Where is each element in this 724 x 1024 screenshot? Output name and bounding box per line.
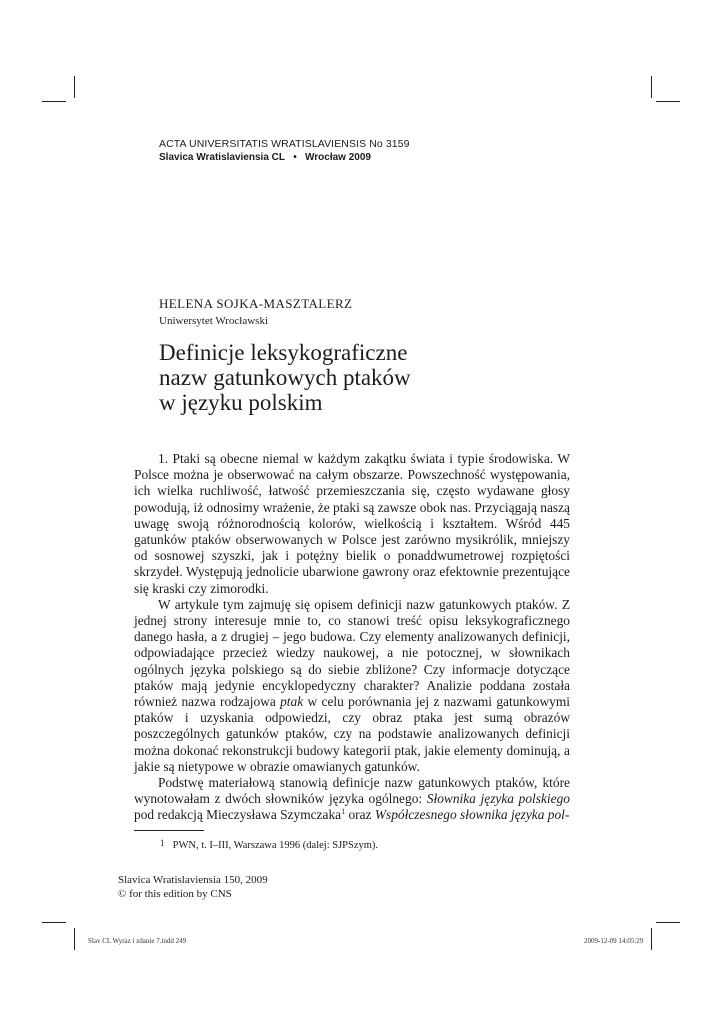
paragraph-3-text-a: Podstwę materiałową stanowią definicje nazw gatunkowych ptaków, które wynotowałam z dwóch słowników języka ogólnego:	[134, 775, 570, 807]
footnote-number: 1	[160, 838, 165, 848]
paragraph-3	[134, 775, 570, 824]
author-name: HELENA SOJKA-MASZTALERZ	[159, 296, 353, 311]
journal-series-line: ACTA UNIVERSITATIS WRATISLAVIENSIS No 3159	[159, 138, 410, 150]
imprint-line-1: Slavica Wratislaviensia 150, 2009	[118, 874, 268, 886]
header-separator: •	[293, 152, 297, 163]
paragraph-2-text-a: W artykule tym zajmuję się opisem definicji nazw gatunkowych ptaków. Z jednej strony interesuje mnie to, co stanowi treść opisu leksykograficznego danego hasła, a z drugiej – jego budowa. Czy elementy analizowanych definicji, odpowiadające przecież wiedzy naukowej, a nie potocznej, w słownikach ogólnych języka polskiego są do siebie zbliżone? Czy informacje dotyczące ptaków mają jedynie encyklopedyczny charakter? Analizie poddana została również nazwa rodzajowa	[134, 596, 570, 710]
author-affiliation: Uniwersytet Wrocławski	[159, 315, 269, 327]
crop-mark-top-right-vertical	[651, 76, 652, 98]
footnote	[160, 838, 378, 851]
paragraph-3-text-c: oraz	[345, 807, 375, 823]
paragraph-1	[134, 451, 570, 597]
article-body	[134, 451, 570, 824]
journal-series-name: Slavica Wratislaviensia CL	[159, 152, 285, 163]
crop-mark-top-right-horizontal	[656, 101, 680, 102]
title-line-2: nazw gatunkowych ptaków	[159, 365, 411, 390]
footnote-rule	[134, 830, 204, 831]
footnote-reference: 1	[341, 807, 346, 817]
paragraph-1-text: Ptaki są obecne niemal w każdym zakątku świata i typie środowiska. W Polsce można je obserwować na całym obszarze. Powszechność występowania, ich wielka ruchliwość, łatwość przemieszczania się, często wydawane głosy powodują, iż odnosimy wrażenie, że ptaki są zawsze obok nas. Przyciągają naszą uwagę swoją różnorodnością kolorów, wielkością i kształtem. Wśród 445 gatunków ptaków obserwowanych w Polsce jest zarówno mysikrólik, mniejszy od sosnowej szyszki, jak i potężny bielik o ponaddwumetrowej rozpiętości skrzydeł. Występują jednolicie ubarwione gawrony oraz efektownie prezentujące się kraski czy zimorodki.	[134, 451, 570, 596]
crop-mark-top-left-horizontal	[42, 101, 66, 102]
print-slug-file: Slav CL Wyraz i zdanie 7.indd 249	[88, 937, 187, 945]
paragraph-3-italic-b: Współczesnego słownika języka pol-	[374, 807, 570, 823]
crop-mark-bottom-right-vertical	[651, 928, 652, 950]
paragraph-3-italic-a: Słownika języka polskiego	[426, 791, 570, 807]
imprint	[118, 873, 268, 901]
journal-volume-line	[159, 152, 419, 163]
title-line-3: w języku polskim	[159, 390, 323, 415]
print-slug-timestamp: 2009-12-09 14:05:29	[584, 937, 644, 945]
title-line-1: Definicje leksykograficzne	[159, 340, 408, 365]
paragraph-3-text-b: pod redakcją Mieczysława Szymczaka	[134, 807, 342, 823]
crop-mark-bottom-left-horizontal	[42, 922, 66, 923]
crop-mark-bottom-left-vertical	[74, 928, 75, 950]
article-title	[159, 340, 579, 415]
section-number: 1.	[158, 451, 169, 466]
footnote-text: PWN, t. I–III, Warszawa 1996 (dalej: SJPSzym).	[172, 840, 379, 851]
journal-place-year: Wrocław 2009	[305, 152, 371, 163]
paragraph-2	[134, 597, 570, 775]
imprint-line-2: © for this edition by CNS	[118, 888, 232, 900]
crop-mark-bottom-right-horizontal	[656, 922, 680, 923]
paragraph-2-text-b: w celu porównania jej z nazwami gatunkowymi ptaków i uzyskania odpowiedzi, czy obraz ptaka jest sumą obrazów poszczególnych gatunków ptaków, czy na podstawie analizowanych definicji można dokonać rekonstrukcji budowy kategorii ptak, jakie elementy dominują, a jakie są nietypowe w obrazie omawianych gatunków.	[134, 694, 571, 774]
crop-mark-top-left-vertical	[74, 76, 75, 98]
paragraph-2-italic: ptak	[280, 694, 304, 710]
journal-header	[159, 138, 419, 163]
